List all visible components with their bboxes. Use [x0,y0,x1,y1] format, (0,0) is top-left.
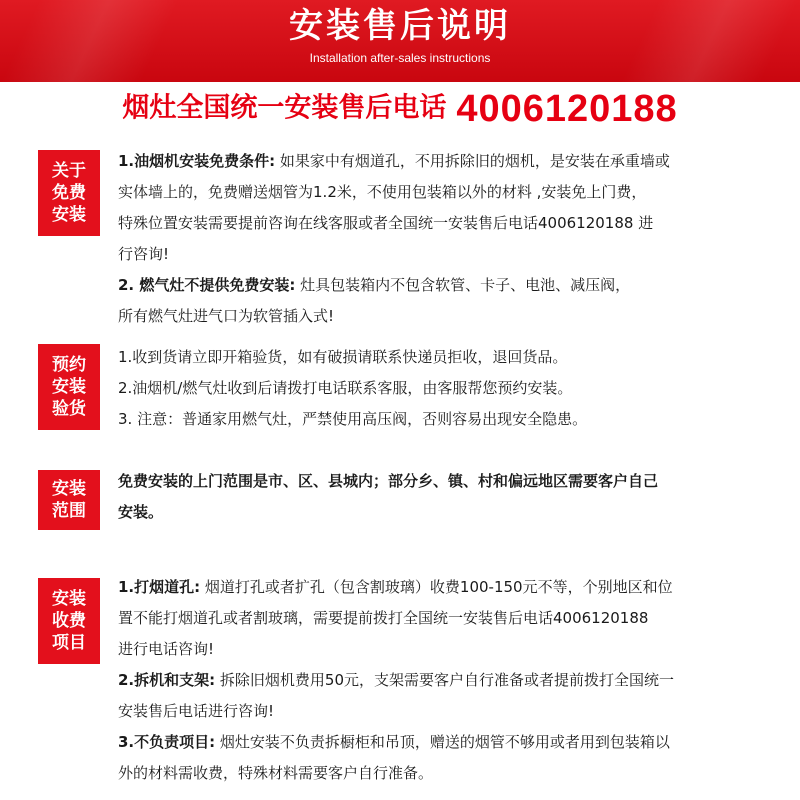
section-tag-range: 安装 范围 [38,470,100,530]
hotline [0,86,800,131]
list-item-line: 实体墙上的，免费赠送烟管为1.2米，不使用包装箱以外的材料 ,安装免上门费， [118,183,647,201]
hotline-number: 4006120188 [456,87,678,130]
list-item: 1.收到货请立即开箱验货，如有破损请联系快递员拒收，退回货品。 [118,348,568,366]
list-item: 3. 注意：普通家用燃气灶，严禁使用高压阀，否则容易出现安全隐患。 [118,410,588,428]
section-tag-booking: 预约 安装 验货 [38,344,100,430]
list-item-line: 所有燃气灶进气口为软管插入式! [118,307,335,325]
list-item: 2.油烟机/燃气灶收到后请拨打电话联系客服，由客服帮您预约安装。 [118,379,573,397]
list-item: 2. 燃气灶不提供免费安装: 灶具包装箱内不包含软管、卡子、电池、减压阀， [118,276,631,294]
page-title: 安装售后说明 [289,6,511,46]
list-item: 3.不负责项目: 烟灶安装不负责拆橱柜和吊顶，赠送的烟管不够用或者用到包装箱以 [118,733,670,751]
list-item: 1.油烟机安装免费条件: 如果家中有烟道孔，不用拆除旧的烟机，是安装在承重墙或 [118,152,670,170]
list-item-line: 安装。 [118,503,164,521]
section-content-booking [118,342,778,435]
list-item: 1.打烟道孔: 烟道打孔或者扩孔（包含割玻璃）收费100-150元不等，个别地区和位 [118,578,673,596]
list-item: 2.拆机和支架: 拆除旧烟机费用50元，支架需要客户自行准备或者提前拨打全国统一 [118,671,675,689]
section-content-charges [118,572,778,789]
list-item-line: 置不能打烟道孔或者割玻璃，需要提前拨打全国统一安装售后电话4006120188 [118,609,649,627]
list-item: 免费安装的上门范围是市、区、县城内；部分乡、镇、村和偏远地区需要客户自己 [118,472,659,490]
list-item-line: 行咨询! [118,245,170,263]
page-subtitle: Installation after-sales instructions [309,51,491,65]
list-item-line: 外的材料需收费，特殊材料需要客户自行准备。 [118,764,434,782]
list-item-line: 特殊位置安装需要提前咨询在线客服或者全国统一安装售后电话4006120188 进 [118,214,654,232]
section-tag-charges: 安装 收费 项目 [38,578,100,664]
header-banner [0,0,800,82]
list-item-line: 安装售后电话进行咨询! [118,702,275,720]
hotline-label: 烟灶全国统一安装售后电话 [122,92,447,124]
section-tag-free-install: 关于 免费 安装 [38,150,100,236]
section-content-free-install [118,146,778,332]
list-item-line: 进行电话咨询! [118,640,215,658]
section-content-range [118,466,778,528]
